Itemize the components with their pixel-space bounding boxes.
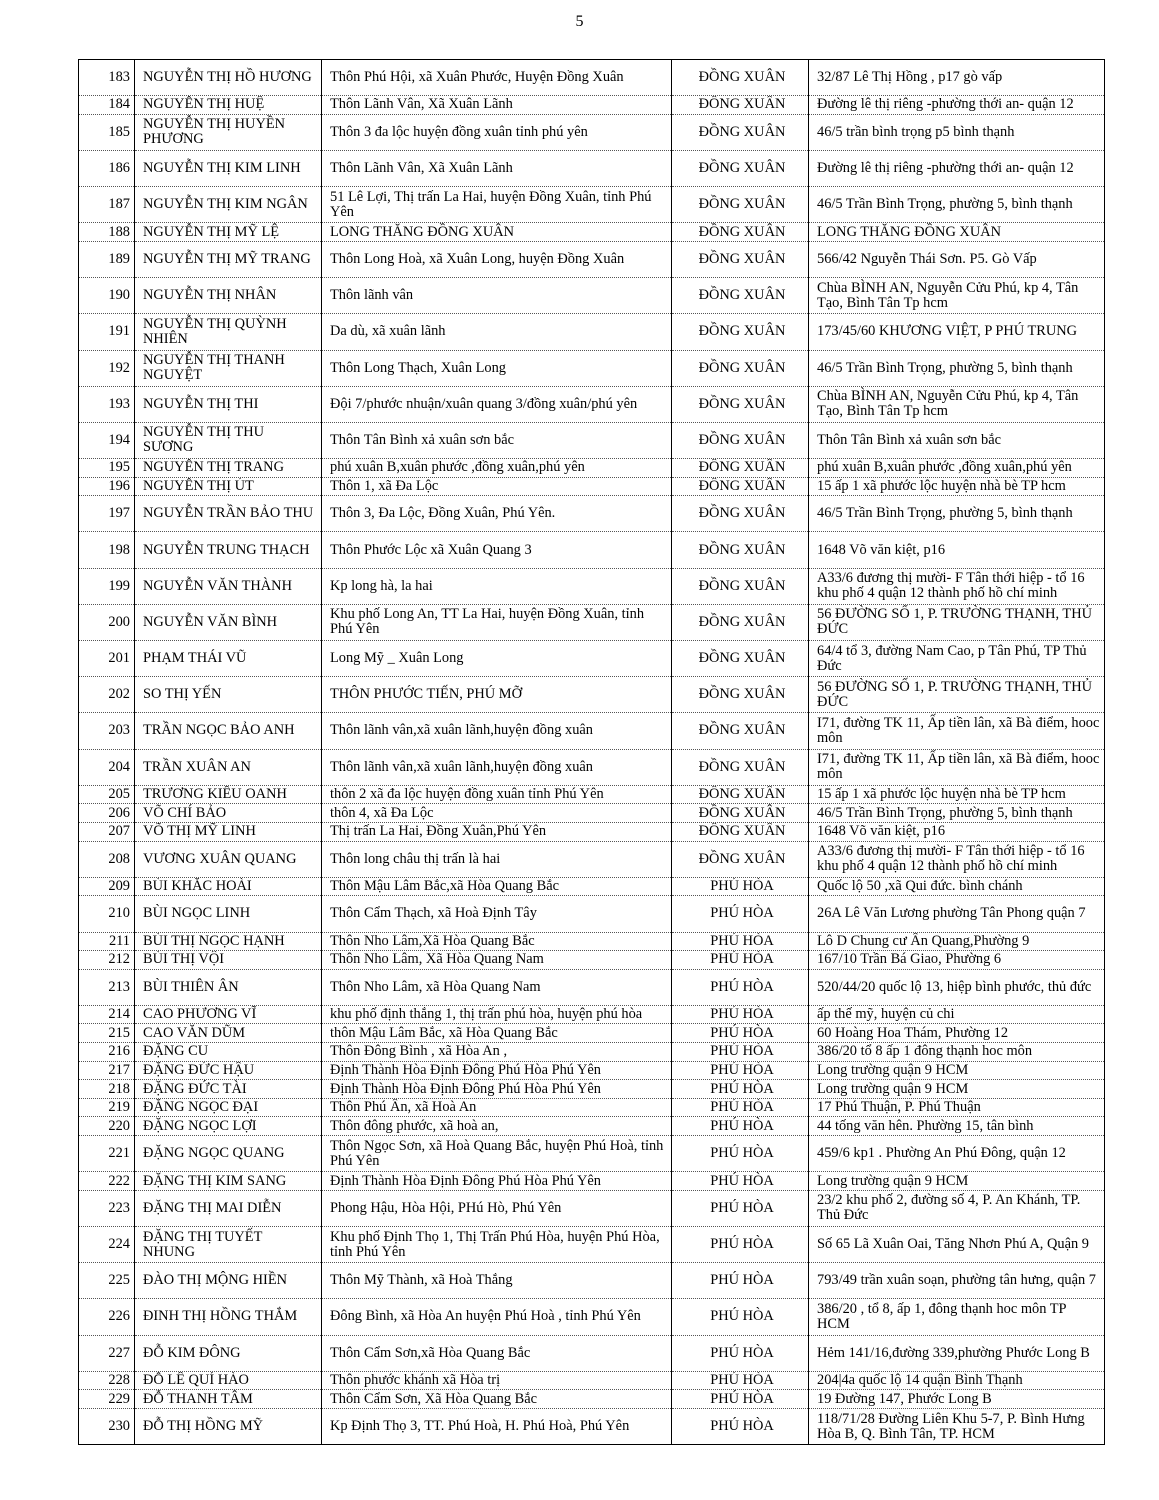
hometown-address-cell: Thôn 3 đa lộc huyện đồng xuân tỉnh phú yên — [322, 114, 672, 150]
district-cell: PHÚ HÒA — [672, 896, 809, 932]
current-address-cell: ấp thế mỹ, huyện củ chi — [809, 1005, 1105, 1024]
current-address-cell: 23/2 khu phố 2, đường số 4, P. An Khánh, TP. Thủ Đức — [809, 1190, 1105, 1226]
hometown-address-cell: Thôn long châu thị trấn là hai — [322, 841, 672, 877]
row-number-cell: 225 — [79, 1263, 135, 1299]
full-name-cell: VÕ THỊ MỸ LINH — [135, 822, 322, 841]
row-number-cell: 185 — [79, 114, 135, 150]
table-row — [79, 386, 1105, 422]
current-address-cell: 46/5 Trần Bình Trọng, phường 5, bình thạnh — [809, 804, 1105, 823]
full-name-cell: ĐẶNG ĐỨC TÀI — [135, 1080, 322, 1099]
table-row — [79, 1299, 1105, 1335]
table-row — [79, 1408, 1105, 1444]
district-cell: PHÚ HÒA — [672, 877, 809, 896]
row-number-cell: 189 — [79, 241, 135, 277]
full-name-cell: NGUYỄN THỊ KIM LINH — [135, 150, 322, 186]
table-row — [79, 1136, 1105, 1172]
full-name-cell: ĐÀO THỊ MỘNG HIỀN — [135, 1263, 322, 1299]
row-number-cell: 200 — [79, 604, 135, 640]
current-address-cell: phú xuân B,xuân phước ,đồng xuân,phú yên — [809, 459, 1105, 478]
full-name-cell: NGUYỄN THỊ THANH NGUYỆT — [135, 350, 322, 386]
district-cell: PHÚ HÒA — [672, 1390, 809, 1409]
hometown-address-cell: thôn 4, xã Đa Lộc — [322, 804, 672, 823]
current-address-cell: Đường lê thị riêng -phường thới an- quận 12 — [809, 96, 1105, 115]
hometown-address-cell: Thôn đông phước, xã hoà an, — [322, 1117, 672, 1136]
full-name-cell: ĐẶNG ĐỨC HẬU — [135, 1061, 322, 1080]
full-name-cell: ĐINH THỊ HỒNG THẮM — [135, 1299, 322, 1335]
current-address-cell: Chùa BÌNH AN, Nguyễn Cửu Phú, kp 4, Tân Tạo, Bình Tân Tp hcm — [809, 278, 1105, 314]
full-name-cell: ĐẶNG THỊ TUYẾT NHUNG — [135, 1227, 322, 1263]
table-row — [79, 1190, 1105, 1226]
hometown-address-cell: Thôn Ngọc Sơn, xã Hoà Quang Bắc, huyện Phú Hoà, tỉnh Phú Yên — [322, 1136, 672, 1172]
full-name-cell: NGUYỄN THỊ HUỆ — [135, 96, 322, 115]
hometown-address-cell: Định Thành Hòa Định Đông Phú Hòa Phú Yên — [322, 1061, 672, 1080]
row-number-cell: 223 — [79, 1190, 135, 1226]
hometown-address-cell: Thôn Lãnh Vân, Xã Xuân Lãnh — [322, 96, 672, 115]
full-name-cell: TRẦN NGỌC BẢO ANH — [135, 713, 322, 749]
full-name-cell: TRƯƠNG KIỀU OANH — [135, 785, 322, 804]
current-address-cell: 56 ĐƯỜNG SỐ 1, P. TRƯỜNG THẠNH, THỦ ĐỨC — [809, 604, 1105, 640]
full-name-cell: ĐẶNG CU — [135, 1043, 322, 1062]
table-row — [79, 804, 1105, 823]
hometown-address-cell: Thôn Đông Bình , xã Hòa An , — [322, 1043, 672, 1062]
district-cell: ĐỒNG XUÂN — [672, 459, 809, 478]
hometown-address-cell: Thôn 1, xã Đa Lộc — [322, 477, 672, 496]
full-name-cell: NGUYỄN THỊ MỸ LỆ — [135, 223, 322, 242]
table-row — [79, 1098, 1105, 1117]
current-address-cell: 46/5 Trần Bình Trọng, phường 5, bình thạnh — [809, 496, 1105, 532]
row-number-cell: 186 — [79, 150, 135, 186]
full-name-cell: ĐẶNG NGỌC QUANG — [135, 1136, 322, 1172]
row-number-cell: 211 — [79, 932, 135, 951]
row-number-cell: 209 — [79, 877, 135, 896]
row-number-cell: 197 — [79, 496, 135, 532]
current-address-cell: 46/5 Trần Bình Trọng, phường 5, bình thạnh — [809, 187, 1105, 223]
table-row — [79, 1263, 1105, 1299]
row-number-cell: 227 — [79, 1335, 135, 1371]
current-address-cell: 204|4a quốc lộ 14 quận Bình Thạnh — [809, 1371, 1105, 1390]
row-number-cell: 212 — [79, 951, 135, 970]
table-row — [79, 350, 1105, 386]
district-cell: PHÚ HÒA — [672, 1136, 809, 1172]
hometown-address-cell: Thôn Lãnh Vân, Xã Xuân Lãnh — [322, 150, 672, 186]
row-number-cell: 201 — [79, 641, 135, 677]
district-cell: PHÚ HÒA — [672, 969, 809, 1005]
row-number-cell: 198 — [79, 532, 135, 568]
hometown-address-cell: Thôn lãnh vân,xã xuân lãnh,huyện đồng xuân — [322, 713, 672, 749]
district-cell: ĐỒNG XUÂN — [672, 60, 809, 96]
current-address-cell: 118/71/28 Đường Liên Khu 5-7, P. Bình Hưng Hòa B, Q. Bình Tân, TP. HCM — [809, 1408, 1105, 1444]
table-row — [79, 822, 1105, 841]
district-cell: PHÚ HÒA — [672, 1172, 809, 1191]
full-name-cell: ĐẶNG THỊ KIM SANG — [135, 1172, 322, 1191]
full-name-cell: NGUYỄN TRẦN BẢO THU — [135, 496, 322, 532]
district-cell: PHÚ HÒA — [672, 1080, 809, 1099]
district-cell: PHÚ HÒA — [672, 1061, 809, 1080]
current-address-cell: 520/44/20 quốc lộ 13, hiệp bình phước, thủ đức — [809, 969, 1105, 1005]
district-cell: ĐỒNG XUÂN — [672, 641, 809, 677]
current-address-cell: Chùa BÌNH AN, Nguyễn Cửu Phú, kp 4, Tân Tạo, Bình Tân Tp hcm — [809, 386, 1105, 422]
row-number-cell: 199 — [79, 568, 135, 604]
district-cell: PHÚ HÒA — [672, 1371, 809, 1390]
table-row — [79, 1227, 1105, 1263]
table-row — [79, 60, 1105, 96]
full-name-cell: NGUYỄN THỊ HỒ HƯƠNG — [135, 60, 322, 96]
current-address-cell: 386/20 tổ 8 ấp 1 đông thạnh hoc môn — [809, 1043, 1105, 1062]
hometown-address-cell: LONG THĂNG ĐỒNG XUÂN — [322, 223, 672, 242]
row-number-cell: 194 — [79, 422, 135, 458]
district-cell: ĐỒNG XUÂN — [672, 314, 809, 350]
hometown-address-cell: Thôn Cẩm Sơn,xã Hòa Quang Bắc — [322, 1335, 672, 1371]
district-cell: ĐỒNG XUÂN — [672, 604, 809, 640]
current-address-cell: 167/10 Trần Bá Giao, Phường 6 — [809, 951, 1105, 970]
table-row — [79, 1390, 1105, 1409]
full-name-cell: SO THỊ YẾN — [135, 677, 322, 713]
page-number: 5 — [575, 13, 584, 30]
hometown-address-cell: Thôn lãnh vân,xã xuân lãnh,huyện đồng xuân — [322, 749, 672, 785]
hometown-address-cell: Long Mỹ _ Xuân Long — [322, 641, 672, 677]
district-cell: PHÚ HÒA — [672, 1043, 809, 1062]
hometown-address-cell: Thôn Long Thạch, Xuân Long — [322, 350, 672, 386]
row-number-cell: 229 — [79, 1390, 135, 1409]
current-address-cell: A33/6 đương thị mười- F Tân thới hiệp - tổ 16 khu phố 4 quận 12 thành phố hồ chí minh — [809, 568, 1105, 604]
current-address-cell: I71, đường TK 11, Ấp tiền lân, xã Bà điểm, hooc môn — [809, 749, 1105, 785]
full-name-cell: NGUYỄN THỊ THU SƯƠNG — [135, 422, 322, 458]
table-row — [79, 114, 1105, 150]
row-number-cell: 218 — [79, 1080, 135, 1099]
current-address-cell: 386/20 , tổ 8, ấp 1, đông thạnh hoc môn TP HCM — [809, 1299, 1105, 1335]
hometown-address-cell: Kp long hà, la hai — [322, 568, 672, 604]
hometown-address-cell: Định Thành Hòa Định Đông Phú Hòa Phú Yên — [322, 1172, 672, 1191]
hometown-address-cell: thôn Mậu Lâm Bắc, xã Hòa Quang Bắc — [322, 1024, 672, 1043]
table-row — [79, 749, 1105, 785]
district-cell: ĐỒNG XUÂN — [672, 386, 809, 422]
row-number-cell: 214 — [79, 1005, 135, 1024]
table-row — [79, 1335, 1105, 1371]
current-address-cell: 1648 Võ văn kiệt, p16 — [809, 822, 1105, 841]
district-cell: ĐỒNG XUÂN — [672, 223, 809, 242]
table-row — [79, 422, 1105, 458]
table-row — [79, 459, 1105, 478]
district-cell: PHÚ HÒA — [672, 1335, 809, 1371]
row-number-cell: 196 — [79, 477, 135, 496]
current-address-cell: Long trường quận 9 HCM — [809, 1080, 1105, 1099]
table-row — [79, 1117, 1105, 1136]
full-name-cell: ĐỖ THỊ HỒNG MỸ — [135, 1408, 322, 1444]
current-address-cell: 60 Hoàng Hoa Thám, Phường 12 — [809, 1024, 1105, 1043]
table-row — [79, 241, 1105, 277]
full-name-cell: BÙI KHẮC HOÀI — [135, 877, 322, 896]
table-row — [79, 896, 1105, 932]
current-address-cell: 173/45/60 KHƯƠNG VIỆT, P PHÚ TRUNG — [809, 314, 1105, 350]
table-row — [79, 1005, 1105, 1024]
current-address-cell: 459/6 kp1 . Phường An Phú Đông, quận 12 — [809, 1136, 1105, 1172]
district-cell: ĐỒNG XUÂN — [672, 749, 809, 785]
hometown-address-cell: Thôn Phú Ân, xã Hoà An — [322, 1098, 672, 1117]
row-number-cell: 188 — [79, 223, 135, 242]
table-row — [79, 1080, 1105, 1099]
hometown-address-cell: Da dù, xã xuân lãnh — [322, 314, 672, 350]
district-cell: ĐỒNG XUÂN — [672, 785, 809, 804]
district-cell: ĐỒNG XUÂN — [672, 114, 809, 150]
current-address-cell: Thôn Tân Bình xả xuân sơn bắc — [809, 422, 1105, 458]
hometown-address-cell: Kp Định Thọ 3, TT. Phú Hoà, H. Phú Hoà, Phú Yên — [322, 1408, 672, 1444]
current-address-cell: 46/5 Trần Bình Trọng, phường 5, bình thạnh — [809, 350, 1105, 386]
row-number-cell: 203 — [79, 713, 135, 749]
row-number-cell: 187 — [79, 187, 135, 223]
full-name-cell: ĐẶNG NGỌC ĐẠI — [135, 1098, 322, 1117]
current-address-cell: 46/5 trần bình trọng p5 bình thạnh — [809, 114, 1105, 150]
full-name-cell: ĐỖ THANH TÂM — [135, 1390, 322, 1409]
full-name-cell: NGUYỄN THỊ ÚT — [135, 477, 322, 496]
row-number-cell: 230 — [79, 1408, 135, 1444]
row-number-cell: 222 — [79, 1172, 135, 1191]
row-number-cell: 191 — [79, 314, 135, 350]
district-cell: PHÚ HÒA — [672, 932, 809, 951]
table-row — [79, 713, 1105, 749]
table-row — [79, 532, 1105, 568]
hometown-address-cell: THÔN PHƯỚC TIẾN, PHÚ MỠ — [322, 677, 672, 713]
full-name-cell: PHẠM THÁI VŨ — [135, 641, 322, 677]
table-row — [79, 96, 1105, 115]
full-name-cell: NGUYỄN THỊ THI — [135, 386, 322, 422]
row-number-cell: 219 — [79, 1098, 135, 1117]
full-name-cell: BÙI THIÊN ÂN — [135, 969, 322, 1005]
table-row — [79, 477, 1105, 496]
current-address-cell: 17 Phú Thuận, P. Phú Thuận — [809, 1098, 1105, 1117]
row-number-cell: 195 — [79, 459, 135, 478]
current-address-cell: 1648 Võ văn kiệt, p16 — [809, 532, 1105, 568]
current-address-cell: 44 tống văn hên. Phường 15, tân bình — [809, 1117, 1105, 1136]
current-address-cell: A33/6 đương thị mười- F Tân thới hiệp - tổ 16 khu phố 4 quận 12 thành phố hồ chí minh — [809, 841, 1105, 877]
hometown-address-cell: Định Thành Hòa Định Đông Phú Hòa Phú Yên — [322, 1080, 672, 1099]
table-row — [79, 496, 1105, 532]
district-cell: PHÚ HÒA — [672, 1024, 809, 1043]
district-cell: ĐỒNG XUÂN — [672, 422, 809, 458]
row-number-cell: 202 — [79, 677, 135, 713]
full-name-cell: NGUYỄN THỊ QUỲNH NHIÊN — [135, 314, 322, 350]
row-number-cell: 183 — [79, 60, 135, 96]
current-address-cell: Quốc lộ 50 ,xã Qui đức. bình chánh — [809, 877, 1105, 896]
hometown-address-cell: khu phố định thắng 1, thị trấn phú hòa, huyện phú hòa — [322, 1005, 672, 1024]
district-cell: ĐỒNG XUÂN — [672, 677, 809, 713]
hometown-address-cell: Thị trấn La Hai, Đồng Xuân,Phú Yên — [322, 822, 672, 841]
full-name-cell: BÙI THỊ VỘI — [135, 951, 322, 970]
row-number-cell: 190 — [79, 278, 135, 314]
table-row — [79, 150, 1105, 186]
current-address-cell: 56 ĐƯỜNG SỐ 1, P. TRƯỜNG THẠNH, THỦ ĐỨC — [809, 677, 1105, 713]
district-cell: ĐỒNG XUÂN — [672, 477, 809, 496]
full-name-cell: ĐỖ KIM ĐÔNG — [135, 1335, 322, 1371]
full-name-cell: ĐỖ LÊ QUÍ HÀO — [135, 1371, 322, 1390]
hometown-address-cell: Thôn Nho Lâm,Xã Hòa Quang Bắc — [322, 932, 672, 951]
table-row — [79, 969, 1105, 1005]
hometown-address-cell: Thôn Tân Bình xả xuân sơn bắc — [322, 422, 672, 458]
district-cell: ĐỒNG XUÂN — [672, 496, 809, 532]
current-address-cell: 15 ấp 1 xã phước lộc huyện nhà bè TP hcm — [809, 785, 1105, 804]
hometown-address-cell: Khu phố Long An, TT La Hai, huyện Đồng Xuân, tỉnh Phú Yên — [322, 604, 672, 640]
hometown-address-cell: Khu phố Định Thọ 1, Thị Trấn Phú Hòa, huyện Phú Hòa, tỉnh Phú Yên — [322, 1227, 672, 1263]
district-cell: PHÚ HÒA — [672, 1263, 809, 1299]
hometown-address-cell: thôn 2 xã đa lộc huyện đồng xuân tỉnh Phú Yên — [322, 785, 672, 804]
current-address-cell: Lô D Chung cư Ấn Quang,Phường 9 — [809, 932, 1105, 951]
district-cell: ĐỒNG XUÂN — [672, 804, 809, 823]
table-row — [79, 1043, 1105, 1062]
table-row — [79, 278, 1105, 314]
row-number-cell: 206 — [79, 804, 135, 823]
hometown-address-cell: Đội 7/phước nhuận/xuân quang 3/đồng xuân/phú yên — [322, 386, 672, 422]
hometown-address-cell: Thôn phước khánh xã Hòa trị — [322, 1371, 672, 1390]
table-row — [79, 677, 1105, 713]
table-row — [79, 841, 1105, 877]
row-number-cell: 207 — [79, 822, 135, 841]
hometown-address-cell: Thôn Phước Lộc xã Xuân Quang 3 — [322, 532, 672, 568]
full-name-cell: NGUYỄN THỊ NHÂN — [135, 278, 322, 314]
row-number-cell: 184 — [79, 96, 135, 115]
district-cell: PHÚ HÒA — [672, 1005, 809, 1024]
full-name-cell: NGUYỄN THỊ HUYỀN PHƯƠNG — [135, 114, 322, 150]
full-name-cell: VÕ CHÍ BẢO — [135, 804, 322, 823]
district-cell: ĐỒNG XUÂN — [672, 96, 809, 115]
table-row — [79, 1061, 1105, 1080]
roster-table — [78, 59, 1105, 1445]
row-number-cell: 224 — [79, 1227, 135, 1263]
hometown-address-cell: Thôn Nho Lâm, Xã Hòa Quang Nam — [322, 951, 672, 970]
current-address-cell: 19 Đường 147, Phước Long B — [809, 1390, 1105, 1409]
current-address-cell: Long trường quận 9 HCM — [809, 1061, 1105, 1080]
table-row — [79, 641, 1105, 677]
district-cell: ĐỒNG XUÂN — [672, 713, 809, 749]
row-number-cell: 192 — [79, 350, 135, 386]
district-cell: ĐỒNG XUÂN — [672, 187, 809, 223]
district-cell: PHÚ HÒA — [672, 1408, 809, 1444]
row-number-cell: 205 — [79, 785, 135, 804]
full-name-cell: ĐẶNG NGỌC LỢI — [135, 1117, 322, 1136]
current-address-cell: LONG THĂNG ĐỒNG XUÂN — [809, 223, 1105, 242]
hometown-address-cell: Phong Hậu, Hòa Hội, PHú Hò, Phú Yên — [322, 1190, 672, 1226]
row-number-cell: 210 — [79, 896, 135, 932]
row-number-cell: 221 — [79, 1136, 135, 1172]
table-row — [79, 1024, 1105, 1043]
district-cell: ĐỒNG XUÂN — [672, 841, 809, 877]
current-address-cell: Đường lê thị riêng -phường thới an- quận 12 — [809, 150, 1105, 186]
full-name-cell: NGUYỄN VĂN BÌNH — [135, 604, 322, 640]
hometown-address-cell: Thôn Cẩm Thạch, xã Hoà Định Tây — [322, 896, 672, 932]
full-name-cell: NGUYỄN VĂN THÀNH — [135, 568, 322, 604]
table-row — [79, 187, 1105, 223]
current-address-cell: Số 65 Lã Xuân Oai, Tăng Nhơn Phú A, Quận 9 — [809, 1227, 1105, 1263]
district-cell: ĐỒNG XUÂN — [672, 150, 809, 186]
table-row — [79, 223, 1105, 242]
hometown-address-cell: Thôn Mậu Lâm Bắc,xã Hòa Quang Bắc — [322, 877, 672, 896]
table-row — [79, 932, 1105, 951]
hometown-address-cell: Thôn lãnh vân — [322, 278, 672, 314]
current-address-cell: 32/87 Lê Thị Hồng , p17 gò vấp — [809, 60, 1105, 96]
full-name-cell: NGUYỄN THỊ TRANG — [135, 459, 322, 478]
row-number-cell: 228 — [79, 1371, 135, 1390]
full-name-cell: CAO PHƯƠNG VĨ — [135, 1005, 322, 1024]
hometown-address-cell: 51 Lê Lợi, Thị trấn La Hai, huyện Đồng Xuân, tỉnh Phú Yên — [322, 187, 672, 223]
full-name-cell: NGUYỄN THỊ MỸ TRANG — [135, 241, 322, 277]
hometown-address-cell: Thôn 3, Đa Lộc, Đồng Xuân, Phú Yên. — [322, 496, 672, 532]
district-cell: ĐỒNG XUÂN — [672, 822, 809, 841]
district-cell: ĐỒNG XUÂN — [672, 568, 809, 604]
hometown-address-cell: phú xuân B,xuân phước ,đồng xuân,phú yên — [322, 459, 672, 478]
table-row — [79, 1371, 1105, 1390]
current-address-cell: I71, đường TK 11, Ấp tiền lân, xã Bà điểm, hooc môn — [809, 713, 1105, 749]
current-address-cell: Long trường quận 9 HCM — [809, 1172, 1105, 1191]
district-cell: ĐỒNG XUÂN — [672, 350, 809, 386]
district-cell: ĐỒNG XUÂN — [672, 241, 809, 277]
district-cell: PHÚ HÒA — [672, 1098, 809, 1117]
table-row — [79, 604, 1105, 640]
current-address-cell: 26A Lê Văn Lương phường Tân Phong quận 7 — [809, 896, 1105, 932]
current-address-cell: 15 ấp 1 xã phước lộc huyện nhà bè TP hcm — [809, 477, 1105, 496]
current-address-cell: 64/4 tổ 3, đường Nam Cao, p Tân Phú, TP Thủ Đức — [809, 641, 1105, 677]
district-cell: PHÚ HÒA — [672, 1190, 809, 1226]
row-number-cell: 213 — [79, 969, 135, 1005]
full-name-cell: CAO VĂN DŨM — [135, 1024, 322, 1043]
current-address-cell: 566/42 Nguyễn Thái Sơn. P5. Gò Vấp — [809, 241, 1105, 277]
full-name-cell: VƯƠNG XUÂN QUANG — [135, 841, 322, 877]
full-name-cell: ĐẶNG THỊ MAI DIỄN — [135, 1190, 322, 1226]
district-cell: PHÚ HÒA — [672, 1227, 809, 1263]
hometown-address-cell: Thôn Long Hoà, xã Xuân Long, huyện Đồng Xuân — [322, 241, 672, 277]
full-name-cell: BÙI THỊ NGỌC HẠNH — [135, 932, 322, 951]
row-number-cell: 193 — [79, 386, 135, 422]
hometown-address-cell: Thôn Phú Hội, xã Xuân Phước, Huyện Đồng Xuân — [322, 60, 672, 96]
district-cell: PHÚ HÒA — [672, 951, 809, 970]
row-number-cell: 220 — [79, 1117, 135, 1136]
district-cell: ĐỒNG XUÂN — [672, 532, 809, 568]
hometown-address-cell: Thôn Cẩm Sơn, Xã Hòa Quang Bắc — [322, 1390, 672, 1409]
hometown-address-cell: Thôn Mỹ Thành, xã Hoà Thắng — [322, 1263, 672, 1299]
row-number-cell: 215 — [79, 1024, 135, 1043]
hometown-address-cell: Thôn Nho Lâm, xã Hòa Quang Nam — [322, 969, 672, 1005]
full-name-cell: NGUYỄN THỊ KIM NGÂN — [135, 187, 322, 223]
row-number-cell: 208 — [79, 841, 135, 877]
table-row — [79, 1172, 1105, 1191]
table-row — [79, 951, 1105, 970]
current-address-cell: 793/49 trần xuân soạn, phường tân hưng, quận 7 — [809, 1263, 1105, 1299]
row-number-cell: 217 — [79, 1061, 135, 1080]
full-name-cell: TRẦN XUÂN AN — [135, 749, 322, 785]
row-number-cell: 204 — [79, 749, 135, 785]
full-name-cell: BÙI NGỌC LINH — [135, 896, 322, 932]
row-number-cell: 216 — [79, 1043, 135, 1062]
district-cell: PHÚ HÒA — [672, 1117, 809, 1136]
table-row — [79, 568, 1105, 604]
full-name-cell: NGUYỄN TRUNG THẠCH — [135, 532, 322, 568]
current-address-cell: Hẻm 141/16,đường 339,phường Phước Long B — [809, 1335, 1105, 1371]
table-row — [79, 314, 1105, 350]
table-row — [79, 877, 1105, 896]
row-number-cell: 226 — [79, 1299, 135, 1335]
table-row — [79, 785, 1105, 804]
district-cell: PHÚ HÒA — [672, 1299, 809, 1335]
district-cell: ĐỒNG XUÂN — [672, 278, 809, 314]
hometown-address-cell: Đông Bình, xã Hòa An huyện Phú Hoà , tỉnh Phú Yên — [322, 1299, 672, 1335]
